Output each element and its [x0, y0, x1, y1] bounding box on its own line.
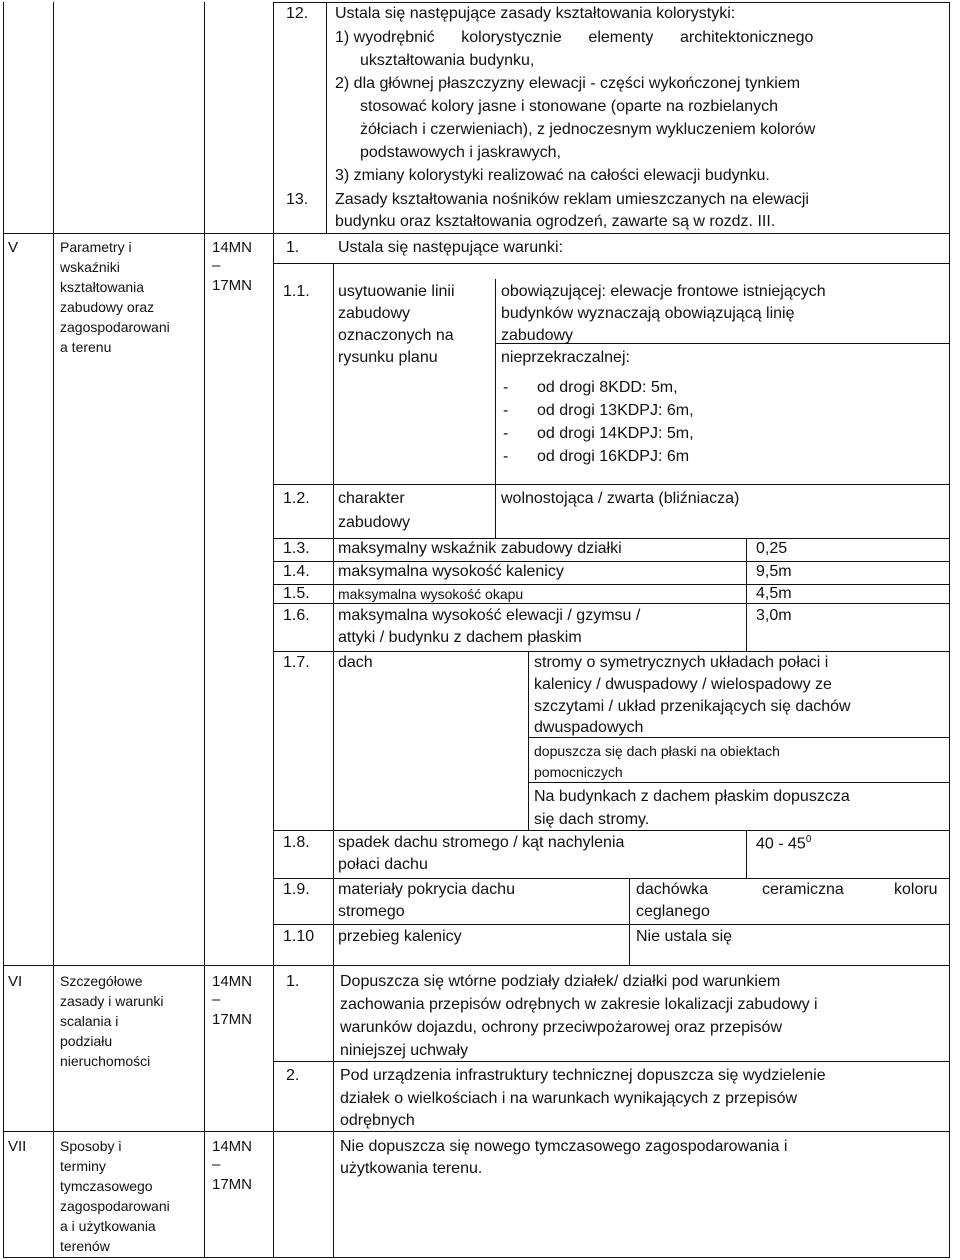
section-vii-title-3: tymczasowego: [60, 1178, 153, 1194]
section-vii-title-6: terenów: [60, 1238, 110, 1254]
item-1-4-number: 1.4.: [283, 563, 310, 580]
section-12-number: 12.: [286, 5, 309, 22]
item-1-7-value-a-3: szczytami / układ przenikających się dachów: [534, 698, 851, 715]
divider-item1-2: [273, 484, 949, 485]
section-vii-code-1: 14MN: [212, 1138, 253, 1155]
divider-1-7-b: [528, 737, 949, 738]
item-1-7-number: 1.7.: [283, 654, 310, 671]
section-vi-item-1-number: 1.: [286, 973, 300, 990]
item-1-8-label-1: spadek dachu stromego / kąt nachylenia: [338, 834, 625, 851]
section-13-number: 13.: [286, 191, 309, 208]
section-v-code-3: 17MN: [212, 277, 253, 294]
section-v-title-6: a terenu: [60, 339, 112, 355]
item-1-8-number: 1.8.: [283, 834, 310, 851]
item-1-7-value-a-2: kalenicy / dwuspadowy / wielospadowy ze: [534, 676, 832, 693]
road-dash-3: -: [503, 425, 509, 442]
item-1-5-number: 1.5.: [283, 585, 310, 602]
item-1-1-value-a-3: zabudowy: [501, 327, 574, 344]
section-v-title-3: kształtowania: [60, 279, 145, 295]
item-1-7-value-b-1: dopuszcza się dach płaski na obiektach: [534, 743, 780, 759]
section-vii-code-2: –: [212, 1156, 221, 1173]
divider-item1-4: [273, 561, 949, 562]
section-vi-item-1-line-4: niniejszej uchwały: [340, 1042, 469, 1059]
item-number-divider: [333, 263, 334, 965]
section-vii-title-4: zagospodarowani: [60, 1198, 170, 1214]
section-vii-title-2: terminy: [60, 1158, 106, 1174]
section-vi-item-1-line-1: Dopuszcza się wtórne podziały działek/ działki pod warunkiem: [340, 973, 781, 990]
item-1-10-number: 1.10: [283, 928, 315, 945]
road-item-2: od drogi 13KDPJ: 6m,: [537, 402, 694, 419]
section-12-line-1: Ustala się następujące zasady kształtowania kolorystyki:: [335, 5, 736, 22]
section-vii-roman: VII: [8, 1138, 27, 1155]
item-1-7-value-c-2: się dach stromy.: [534, 811, 650, 828]
divider-item1-10: [273, 924, 949, 925]
item-1-2-label-2: zabudowy: [338, 514, 411, 531]
table-border-left: [3, 2, 4, 1258]
section-vii-line-2: użytkowania terenu.: [340, 1160, 483, 1177]
item-1-1-value-a-2: budynków wyznaczają obowiązującą linię: [501, 305, 795, 322]
row-divider-vii: [3, 1131, 949, 1132]
item-1-3-label: maksymalny wskaźnik zabudowy działki: [338, 540, 622, 557]
section-vii-code-3: 17MN: [212, 1176, 253, 1193]
item-1-8-value: [756, 835, 811, 852]
section-13-line-2: budynku oraz kształtowania ogrodzeń, zawarte są w rozdz. III.: [335, 213, 776, 230]
section-vi-item-2-line-1: Pod urządzenia infrastruktury technicznej dopuszcza się wydzielenie: [340, 1067, 826, 1084]
item-1-3-number: 1.3.: [283, 540, 310, 557]
item-1-1-label-1: usytuowanie linii: [338, 283, 455, 300]
item-1-9-value-word-1: dachówka: [636, 881, 709, 898]
item-1-5-label: maksymalna wysokość okapu: [338, 586, 524, 602]
item-1-number: 1.: [286, 239, 300, 256]
section-v-title-1: Parametry i: [60, 239, 132, 255]
section-vi-item-1-line-3: warunków dojazdu, ochrony przeciwpożarowej oraz przepisów: [340, 1019, 782, 1036]
row-divider-v: [3, 233, 949, 234]
road-dash-1: -: [503, 379, 509, 396]
item-1-9-label-1: materiały pokrycia dachu: [338, 881, 515, 898]
item-1-9-value-word-3: koloru: [894, 881, 938, 898]
section-vii-title-1: Sposoby i: [60, 1138, 122, 1154]
section-vi-title-5: nieruchomości: [60, 1053, 151, 1069]
section-12-line-8: 3) zmiany kolorystyki realizować na całości elewacji budynku.: [335, 167, 770, 184]
item-1-10-label: przebieg kalenicy: [338, 928, 462, 945]
column-divider-number: [273, 2, 274, 1258]
item-1-7-value-a-1: stromy o symetrycznych układach połaci i: [534, 654, 829, 671]
item-number-divider-vi: [333, 965, 334, 1257]
divider-item1-7: [273, 651, 949, 652]
section-v-roman: V: [8, 239, 19, 256]
divider-item1: [273, 263, 949, 264]
road-dash-4: -: [503, 448, 509, 465]
item-1-8-value-text: 40 - 45: [756, 835, 806, 853]
road-dash-2: -: [503, 402, 509, 419]
value-divider-1-7: [528, 651, 529, 830]
section-v-code-1: 14MN: [212, 239, 253, 256]
item-1-9-value-line-2: ceglanego: [636, 903, 710, 920]
table-border-bottom: [3, 1257, 949, 1258]
section-12-line-4: 2) dla głównej płaszczyzny elewacji - części wykończonej tynkiem: [335, 75, 801, 92]
section-12-line-2: 1) wyodrębnić kolorystycznie elementy architektonicznego: [335, 29, 814, 46]
item-1-6-label-2: attyki / budynku z dachem płaskim: [338, 629, 582, 646]
value-divider-1-1: [495, 279, 496, 484]
item-1-9-label-2: stromego: [338, 903, 405, 920]
value-divider-1-9-10: [629, 878, 630, 965]
value-divider-1-3-6: [746, 538, 747, 651]
section-v-title-5: zagospodarowani: [60, 319, 170, 335]
item-1-5-value: 4,5m: [756, 585, 792, 602]
item-1-10-value: Nie ustala się: [636, 928, 733, 945]
section-12-line-7: podstawowych i jaskrawych,: [360, 144, 561, 161]
divider-item1-8: [273, 830, 949, 831]
item-1-text: Ustala się następujące warunki:: [338, 239, 564, 256]
item-1-9-number: 1.9.: [283, 881, 310, 898]
item-1-8-label-2: połaci dachu: [338, 856, 428, 873]
section-vi-item-2-line-2: działek o wielkościach i na warunkach wynikających z przepisów: [340, 1090, 798, 1107]
road-item-1: od drogi 8KDD: 5m,: [537, 379, 678, 396]
section-vii-title-5: a i użytkowania: [60, 1218, 156, 1234]
item-1-7-value-b-2: pomocniczych: [534, 764, 623, 780]
item-1-4-label: maksymalna wysokość kalenicy: [338, 563, 564, 580]
section-vi-code-3: 17MN: [212, 1011, 253, 1028]
section-vii-line-1: Nie dopuszcza się nowego tymczasowego zagospodarowania i: [340, 1138, 788, 1155]
section-v-title-2: wskaźniki: [60, 259, 120, 275]
value-divider-1-2: [495, 484, 496, 538]
item-1-1-label-3: oznaczonych na: [338, 327, 454, 344]
road-item-4: od drogi 16KDPJ: 6m: [537, 448, 690, 465]
item-1-2-label-1: charakter: [338, 490, 405, 507]
divider-1-7-c: [528, 782, 949, 783]
item-1-1-value-b: nieprzekraczalnej:: [501, 349, 630, 366]
item-1-1-label-4: rysunku planu: [338, 349, 438, 366]
row-divider-vi: [3, 965, 949, 966]
item-1-2-number: 1.2.: [283, 490, 310, 507]
section-vi-code-1: 14MN: [212, 973, 253, 990]
item-1-9-value-word-2: ceramiczna: [762, 881, 844, 898]
table-border-right: [949, 2, 950, 1258]
item-1-3-value: 0,25: [756, 540, 788, 557]
section-12-line-3: ukształtowania budynku,: [360, 52, 535, 69]
section-vi-title-4: podziału: [60, 1033, 113, 1049]
degree-superscript: 0: [805, 834, 812, 845]
section-vi-item-2-number: 2.: [286, 1067, 300, 1084]
item-1-1-number: 1.1.: [283, 283, 310, 300]
divider-item1-9: [273, 878, 949, 879]
divider-item1-5: [273, 584, 949, 585]
section-vi-code-2: –: [212, 991, 221, 1008]
item-1-6-value: 3,0m: [756, 607, 792, 624]
divider-item1-6: [273, 603, 949, 604]
item-1-1-value-a-1: obowiązującej: elewacje frontowe istniejących: [501, 283, 826, 300]
section-12-line-6: żółciach i czerwieniach), z jednoczesnym wykluczeniem kolorów: [360, 121, 816, 138]
section-vi-title-2: zasady i warunki: [60, 993, 164, 1009]
column-divider-title: [53, 2, 54, 1258]
inner-divider-section12: [326, 2, 327, 233]
divider-vi-item2: [273, 1061, 949, 1062]
item-1-4-value: 9,5m: [756, 563, 792, 580]
section-13-line-1: Zasady kształtowania nośników reklam umieszczanych na elewacji: [335, 191, 809, 208]
section-v-code-2: –: [212, 257, 221, 274]
item-1-6-number: 1.6.: [283, 607, 310, 624]
item-1-7-label: dach: [338, 654, 373, 671]
section-vi-item-2-line-3: odrębnych: [340, 1112, 415, 1129]
table-border-top: [273, 2, 949, 3]
item-1-1-label-2: zabudowy: [338, 305, 411, 322]
section-vi-roman: VI: [8, 973, 23, 990]
column-divider-code: [204, 2, 205, 1258]
value-divider-1-8: [746, 830, 747, 878]
divider-item1-3: [273, 538, 949, 539]
section-vi-title-3: scalania i: [60, 1013, 119, 1029]
section-vi-title-1: Szczegółowe: [60, 973, 143, 989]
item-1-7-value-a-4: dwuspadowych: [534, 719, 644, 736]
section-vi-item-1-line-2: zachowania przepisów odrębnych w zakresie lokalizacji zabudowy i: [340, 996, 818, 1013]
section-12-line-5: stosować kolory jasne i stonowane (oparte na rozbielanych: [360, 98, 779, 115]
item-1-2-value: wolnostojąca / zwarta (bliźniacza): [501, 490, 740, 507]
item-1-6-label-1: maksymalna wysokość elewacji / gzymsu /: [338, 607, 641, 624]
section-v-title-4: zabudowy oraz: [60, 299, 155, 315]
item-1-7-value-c-1: Na budynkach z dachem płaskim dopuszcza: [534, 788, 850, 805]
road-item-3: od drogi 14KDPJ: 5m,: [537, 425, 694, 442]
